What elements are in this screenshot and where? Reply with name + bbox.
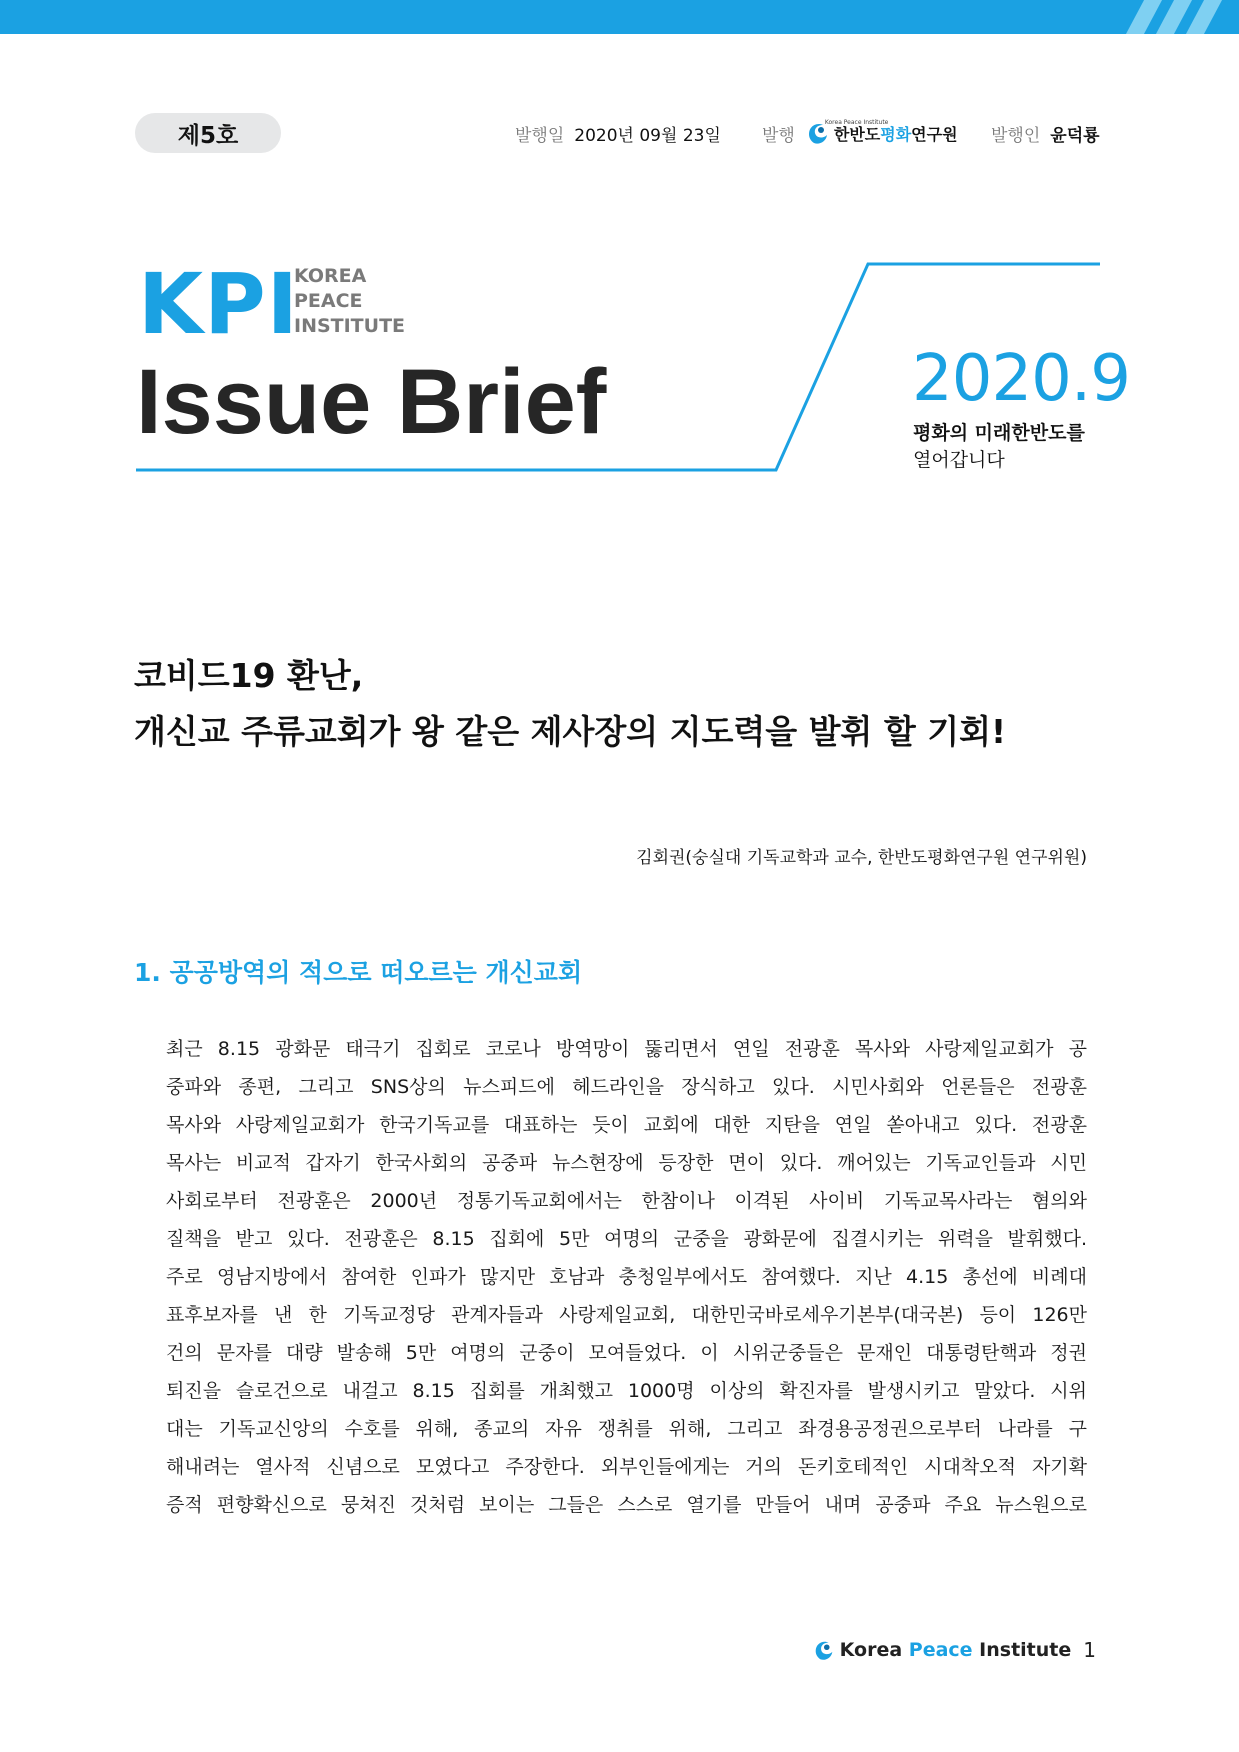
article-body [166, 1030, 1087, 1524]
pub-date-label: 발행일 [515, 125, 565, 146]
pub-date-value: 2020년 09월 23일 [574, 125, 721, 146]
slogan-line: 열어갑니다 [913, 449, 1005, 471]
article-title [134, 648, 1114, 760]
publisher-english-name: Korea Peace Institute [824, 119, 889, 126]
slogan-line: 평화의 미래한반도를 [913, 422, 1085, 444]
body-line: 해내려는 열사적 신념으로 모였다고 주장한다. 외부인들에게는 거의 돈키호테적인 시대착오적 자기확 [166, 1456, 1087, 1478]
footer-brand-part: Korea [839, 1639, 909, 1661]
issuer-name: 윤덕룡 [1050, 125, 1100, 146]
logo-sub-line: KOREA [294, 265, 367, 287]
body-line: 질책을 받고 있다. 전광훈은 8.15 집회에 5만 여명의 군중을 광화문에 집결시키는 위력을 발휘했다. [166, 1228, 1087, 1250]
author-byline: 김회권(숭실대 기독교학과 교수, 한반도평화연구원 연구위원) [636, 848, 1087, 868]
issue-date: 2020.9 [912, 342, 1130, 416]
body-line: 퇴진을 슬로건으로 내걸고 8.15 집회를 개최했고 1000명 이상의 확진자를 발생시키고 말았다. 시위 [166, 1380, 1087, 1402]
issue-number-badge: 제5호 [135, 113, 281, 153]
publication-title: Issue Brief [136, 351, 607, 453]
logo-sub-line: INSTITUTE [294, 315, 406, 337]
kpi-logo: KPI [138, 255, 299, 353]
issuer-label: 발행인 [991, 125, 1041, 146]
body-line: 목사와 사랑제일교회가 한국기독교를 대표하는 듯이 교회에 대한 지탄을 연일 쏟아내고 있다. 전광훈 [166, 1114, 1087, 1136]
body-line: 증적 편향확신으로 뭉쳐진 것처럼 보이는 그들은 스스로 열기를 만들어 내며 공중파 주요 뉴스원으로 [166, 1494, 1087, 1516]
body-line: 중파와 종편, 그리고 SNS상의 뉴스피드에 헤드라인을 장식하고 있다. 시민사회와 언론들은 전광훈 [166, 1076, 1087, 1098]
body-line: 건의 문자를 대량 발송해 5만 여명의 군중이 모여들었다. 이 시위군중들은 문재인 대통령탄핵과 정권 [166, 1342, 1087, 1364]
publisher-label: 발행 [762, 125, 795, 146]
footer-brand-accent: Peace [908, 1639, 973, 1661]
article-title-line: 개신교 주류교회가 왕 같은 제사장의 지도력을 발휘 할 기회! [134, 712, 1007, 751]
body-line: 최근 8.15 광화문 태극기 집회로 코로나 방역망이 뚫리면서 연일 전광훈 목사와 사랑제일교회가 공 [166, 1038, 1087, 1060]
page-number: 1 [1083, 1638, 1096, 1662]
publisher-name-accent: 평화 [880, 124, 912, 144]
section-heading: 1. 공공방역의 적으로 떠오르는 개신교회 [134, 958, 583, 987]
body-line: 대는 기독교신앙의 수호를 위해, 종교의 자유 쟁취를 위해, 그리고 좌경용공정권으로부터 나라를 구 [166, 1418, 1087, 1440]
slogan [913, 420, 1113, 474]
footer-swirl-icon [812, 1638, 836, 1662]
footer-brand-part: Institute [972, 1639, 1072, 1661]
publisher-name-part: 연구원 [911, 124, 958, 144]
body-line: 사회로부터 전광훈은 2000년 정통기독교회에서는 한참이나 이격된 사이비 기독교목사라는 혐의와 [166, 1190, 1087, 1212]
body-line: 표후보자를 낸 한 기독교정당 관계자들과 사랑제일교회, 대한민국바로세우기본부(대국본) 등이 126만 [166, 1304, 1087, 1326]
footer-brand [840, 1639, 1072, 1661]
article-title-line: 코비드19 환난, [134, 656, 364, 695]
publisher-name-part: 한반도 [833, 124, 881, 144]
logo-sub-line: PEACE [294, 290, 363, 312]
page-footer [812, 1638, 1096, 1662]
body-line: 목사는 비교적 갑자기 한국사회의 공중파 뉴스현장에 등장한 면이 있다. 깨어있는 기독교인들과 시민 [166, 1152, 1087, 1174]
body-line: 주로 영남지방에서 참여한 인파가 많지만 호남과 충청일부에서도 참여했다. 지난 4.15 총선에 비례대 [166, 1266, 1087, 1288]
